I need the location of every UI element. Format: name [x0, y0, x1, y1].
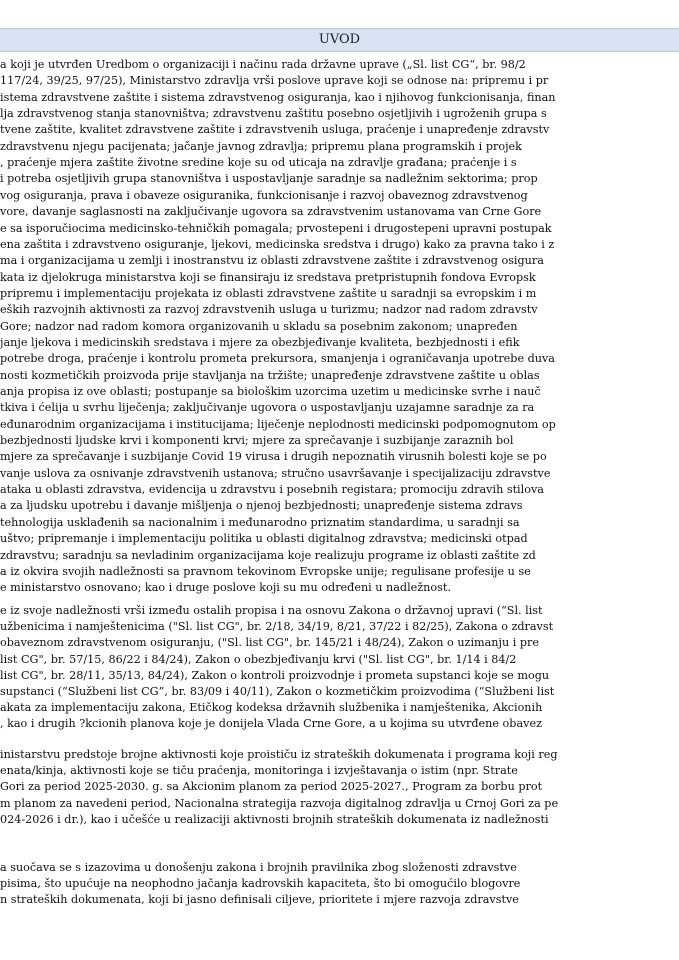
text-line: zdravstvenu njegu pacijenata; jačanje javnog zdravlja; pripremu plana programskih i projek — [0, 139, 522, 153]
text-line: a iz okvira svojih nadležnosti sa pravnom tekovinom Evropske unije; regulisane profesije u se — [0, 564, 531, 578]
text-line: Gore; nadzor nad radom komora organizovanih u skladu sa posebnim zakonom; unapređen — [0, 319, 518, 333]
text-line: ataka u oblasti zdravstva, evidencija u zdravstvu i posebnih registara; promociju zdravih stilova — [0, 483, 544, 497]
text-line: uštvo; pripremanje i implementaciju politika u oblasti digitalnog zdravstva; medicinski otpad — [0, 532, 528, 546]
text-line: a za ljudsku upotrebu i davanje mišljenja o njenoj bezbjednosti; unapređenje sistema zdravs — [0, 499, 523, 513]
text-line: lja zdravstvenog stanja stanovništva; zdravstvenu zaštitu posebno osjetljivih i ugroženih grupa s — [0, 107, 547, 121]
text-line: vanje uslova za osnivanje zdravstvenih ustanova; stručno usavršavanje i specijalizaciju zdravstve — [0, 466, 551, 480]
text-line: akata za implementaciju zakona, Etičkog kodeksa državnih službenika i namještenika, Akcionih — [0, 701, 543, 715]
text-line: n strateških dokumenata, koji bi jasno definisali ciljeve, prioritete i mjere razvoja zdravstve — [0, 893, 519, 907]
text-line: supstanci (“Službeni list CG”, br. 83/09 i 40/11), Zakon o kozmetičkim proizvodima (“Službeni list — [0, 685, 555, 698]
section-heading-bar — [0, 28, 679, 52]
text-line: obaveznom zdravstvenom osiguranju, ("Sl. list CG", br. 145/21 i 48/24), Zakon o uzimanju i pre — [0, 636, 540, 650]
text-line: , praćenje mjera zaštite životne sredine koje su od uticaja na zdravlje građana; praćenje i s — [0, 156, 517, 170]
text-line: nosti kozmetičkih proizvoda prije stavljanja na tržište; unapređenje zdravstvene zaštite u oblas — [0, 368, 540, 382]
text-line: pripremu i implementaciju projekata iz oblasti zdravstvene zaštite u saradnji sa evropskim i m — [0, 286, 537, 300]
text-line: a suočava se s izazovima u donošenju zakona i brojnih pravilnika zbog složenosti zdravstve — [0, 861, 517, 874]
text-line: i potreba osjetljivih grupa stanovništva i uspostavljanje saradnje sa nadležnim sektorima; prop — [0, 172, 538, 186]
text-line: zdravstvu; saradnju sa nevladinim organizacijama koje realizuju programe iz oblasti zaštite zd — [0, 548, 536, 562]
text-line: list CG", br. 57/15, 86/22 i 84/24), Zakon o obezbjeđivanju krvi ("Sl. list CG", br. 1/14 i 84/2 — [0, 652, 517, 666]
text-line: e ministarstvo osnovano; kao i druge poslove koji su mu određeni u nadležnost. — [0, 581, 451, 595]
text-line: mjere za sprečavanje i suzbijanje Covid 19 virusa i drugih nepoznatih virusnih bolesti koje se po — [0, 450, 547, 464]
text-line: enata/kinja, aktivnosti koje se tiču praćenja, monitoringa i izvještavanja o istim (npr. Strate — [0, 764, 518, 778]
text-line: ma i organizacijama u zemlji i inostranstvu iz oblasti zdravstvene zaštite i zdravstvenog osigura — [0, 254, 544, 268]
text-line: ena zaštita i zdravstveno osiguranje, ljekovi, medicinska sredstva i drugo) kako za pravna tako i z — [0, 237, 555, 251]
text-line: tehnologija usklađenih sa nacionalnim i međunarodno priznatim standardima, u saradnji sa — [0, 515, 520, 529]
text-line: potrebe droga, praćenje i kontrolu prometa prekursora, smanjenja i ograničavanja upotrebe duva — [0, 352, 555, 366]
text-line: Gori za period 2025-2030. g. sa Akcionim planom za period 2025-2027., Program za borbu prot — [0, 780, 543, 794]
text-line: bezbjednosti ljudske krvi i komponenti krvi; mjere za sprečavanje i suzbijanje zaraznih bol — [0, 434, 514, 448]
text-line: e sa isporučiocima medicinsko-tehničkih pomagala; prvostepeni i drugostepeni upravni postupak — [0, 221, 552, 235]
text-line: list CG", br. 28/11, 35/13, 84/24), Zakon o kontroli proizvodnje i prometa supstanci koje se mogu — [0, 668, 550, 682]
text-line: tkiva i ćelija u svrhu liječenja; zaključivanje ugovora o uspostavljanju uzajamne saradnje za ra — [0, 401, 535, 415]
text-line: kata iz djelokruga ministarstva koji se finansiraju iz sredstava pretpristupnih fondova Evropsk — [0, 270, 536, 284]
text-line: inistarstvu predstoje brojne aktivnosti koje proističu iz strateških dokumenata i programa koji reg — [0, 748, 558, 761]
text-line: 117/24, 39/25, 97/25), Ministarstvo zdravlja vrši poslove uprave koji se odnose na: pripremu i pr — [0, 74, 549, 88]
text-line: užbenicima i namještenicima ("Sl. list CG", br. 2/18, 34/19, 8/21, 37/22 i 82/25), Zakona o zdravst — [0, 620, 554, 634]
text-line: eđunarodnim organizacijama i institucijama; liječenje neplodnosti medicinski podpomognutom op — [0, 417, 556, 431]
text-line: e iz svoje nadležnosti vrši između ostalih propisa i na osnovu Zakona o državnoj upravi (“Sl. list — [0, 604, 543, 617]
text-line: tvene zaštite, kvalitet zdravstvene zaštite i zdravstvenih usluga, praćenje i unapređenje zdravstv — [0, 123, 550, 137]
text-line: m planom za navedeni period, Nacionalna strategija razvoja digitalnog zdravlja u Crnoj Gori za pe — [0, 796, 559, 810]
text-line: , kao i drugih ?kcionih planova koje je donijela Vlada Crne Gore, a u kojima su utvrđene obavez — [0, 717, 542, 731]
text-line: anja propisa iz ove oblasti; postupanje sa biološkim uzorcima uzetim u medicinske svrhe i nauč — [0, 385, 541, 398]
text-line: a koji je utvrđen Uredbom o organizaciji i načinu rada državne uprave („Sl. list CG“, br. 98/2 — [0, 58, 526, 71]
text-line: istema zdravstvene zaštite i sistema zdravstvenog osiguranja, kao i njihovog funkcionisanja, finan — [0, 90, 556, 104]
text-line: vog osiguranja, prava i obaveze osiguranika, funkcionisanje i razvoj obaveznog zdravstvenog — [0, 188, 528, 202]
text-line: vore, davanje saglasnosti na zaključivanje ugovora sa zdravstvenim ustanovama van Crne Gore — [0, 205, 542, 219]
text-line: pisima, što upućuje na neophodno jačanja kadrovskih kapaciteta, što bi omogućilo blogovre — [0, 877, 521, 891]
section-heading: UVOD — [318, 32, 361, 47]
text-line: janje ljekova i medicinskih sredstava i mjere za obezbjeđivanje kvaliteta, bezbjednosti i efik — [0, 335, 520, 349]
text-line: eških razvojnih aktivnosti za razvoj zdravstvenih usluga u turizmu; nadzor nad radom zdravstv — [0, 303, 538, 317]
text-line: 024-2026 i dr.), kao i učešće u realizaciji aktivnosti brojnih strateških dokumenata iz nadležnosti — [0, 812, 549, 826]
